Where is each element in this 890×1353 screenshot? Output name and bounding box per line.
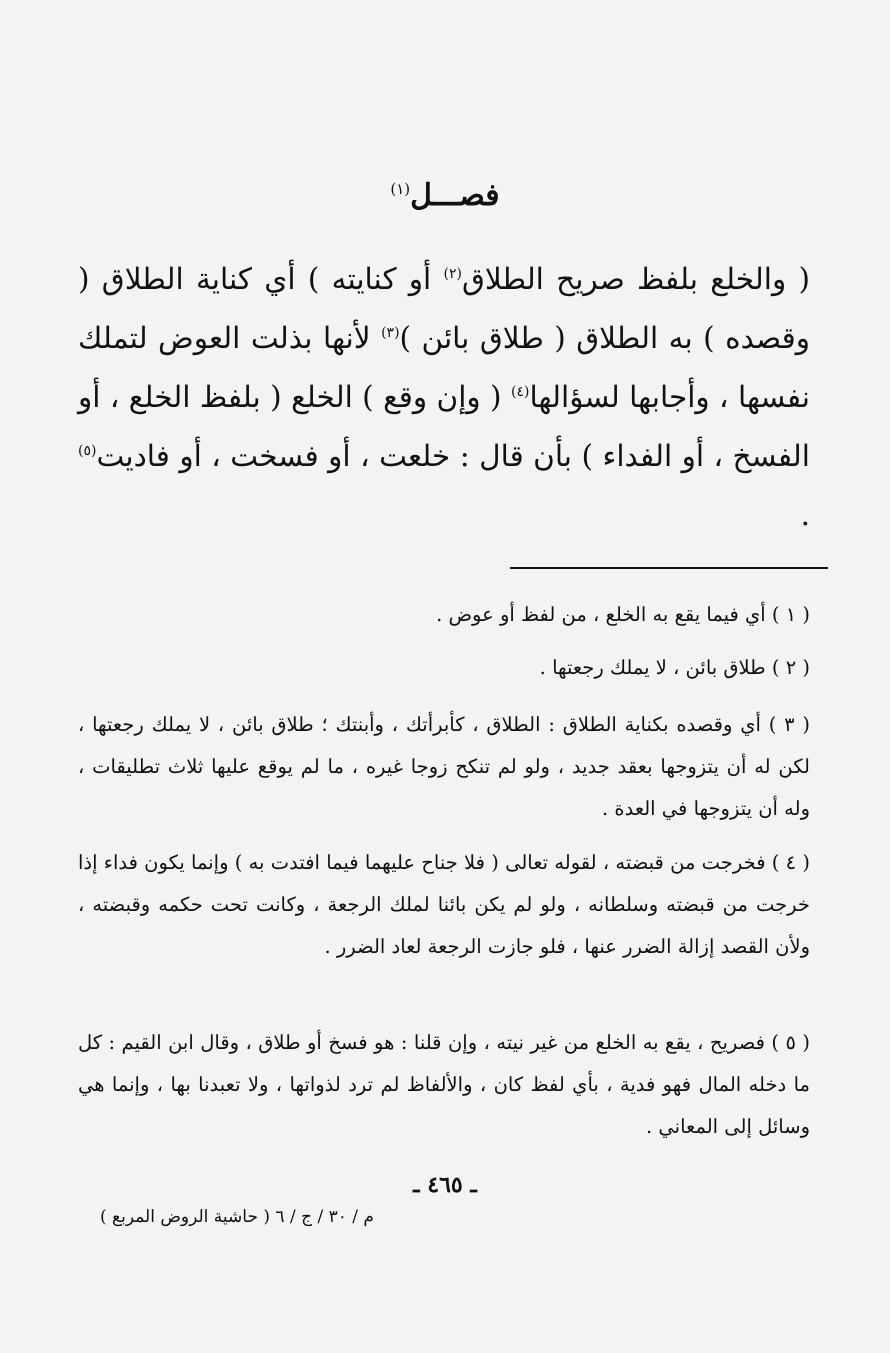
footnote-ref: (٥): [78, 443, 97, 460]
footnote: ( ٤ ) فخرجت من قبضته ، لقوله تعالى ( فلا جناح عليهما فيما افتدت به ) وإنما يكون فداء إذا خرجت من قبضته وسلطانه ، ولو لم يكن بائنا لملك الرجعة ، وكانت تحت حكمه وقبضته ، ولأن القصد إزالة الضرر عنها ، فلو جازت الرجعة لعاد الضرر .: [78, 851, 810, 958]
footnote: ( ٣ ) أي وقصده بكناية الطلاق : الطلاق ، كأبرأتك ، وأبنتك ؛ طلاق بائن ، لا يملك رجعتها ، لكن له أن يتزوجها بعقد جديد ، ولو لم تنكح زوجا غيره ، ما لم يوقع عليها ثلاث تطليقات ، وله أن يتزوجها في العدة .: [78, 713, 810, 820]
footnote-divider: [510, 567, 828, 569]
main-paragraph: [78, 250, 810, 545]
main-text-segment: ( والخلع بلفظ صريح الطلاق: [462, 262, 810, 296]
footnote-ref: (٤): [510, 384, 530, 401]
main-text-segment: .: [800, 498, 810, 532]
main-text-segment: لأنها بذلت العوض لتملك نفسها ، وأجابها لسؤالها: [78, 321, 810, 414]
footnote-ref: (٢): [443, 266, 462, 283]
section-heading-text: فصـــل: [410, 178, 500, 213]
footnote: ( ٥ ) فصريح ، يقع به الخلع من غير نيته ، وإن قلنا : هو فسخ أو طلاق ، وقال ابن القيم : كل ما دخله المال فهو فدية ، بأي لفظ كان ، والألفاظ لم ترد لذواتها ، ولا تعبدنا بها ، وإنما هي وسائل إلى المعاني .: [78, 1031, 811, 1138]
page-number: ـ ٤٦٥ ـ: [413, 1172, 477, 1198]
printer-signature: م / ٣٠ / ج / ٦ ( حاشية الروض المربع ): [100, 1207, 374, 1227]
main-text-segment: أو كنايته ) أي كناية الطلاق ( وقصده ) به الطلاق ( طلاق بائن ): [78, 262, 810, 355]
footnote: ( ١ ) أي فيما يقع به الخلع ، من لفظ أو عوض .: [436, 603, 810, 626]
footnote: ( ٢ ) طلاق بائن ، لا يملك رجعتها .: [539, 656, 810, 679]
footnote-ref: (١): [390, 180, 411, 198]
section-heading: [0, 178, 890, 213]
main-text-segment: ( وإن وقع ) الخلع ( بلفظ الخلع ، أو الفسخ ، أو الفداء ) بأن قال : خلعت ، أو فسخت ، أو فاديت: [78, 380, 810, 473]
footnote-ref: (٣): [381, 325, 400, 342]
